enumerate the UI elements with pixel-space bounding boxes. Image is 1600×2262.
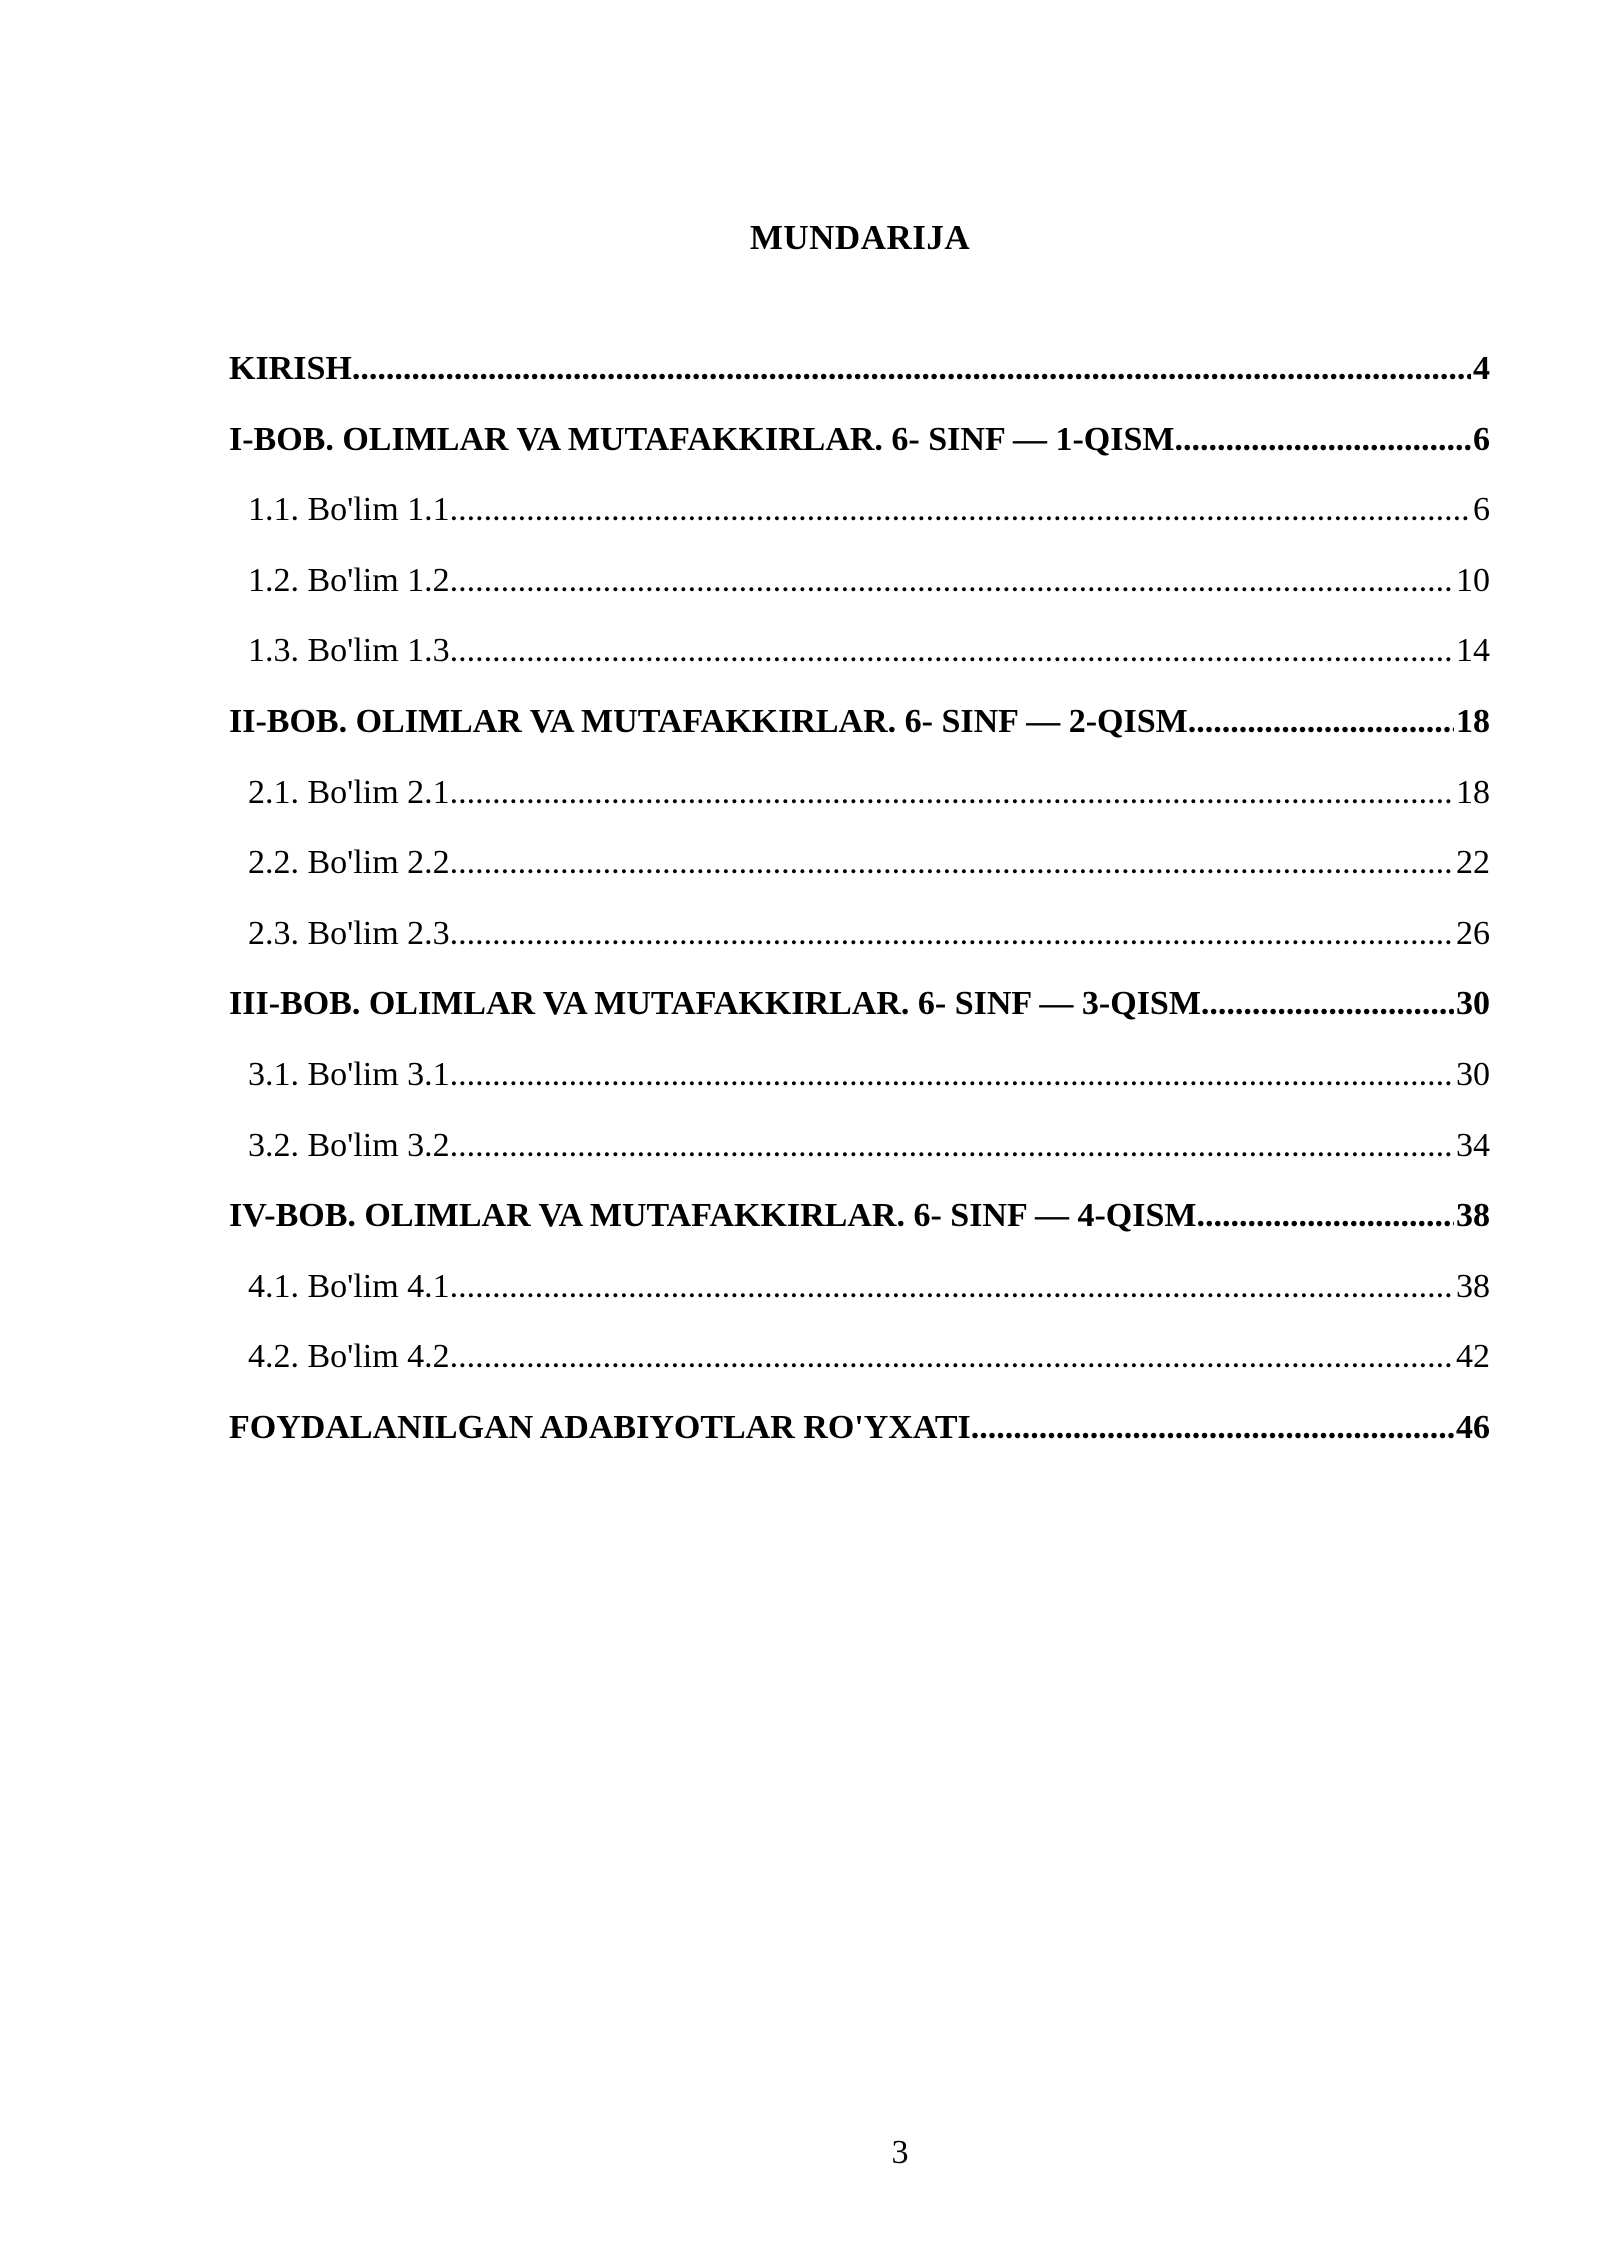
- toc-dot-leader: [450, 844, 1454, 882]
- toc-entry-label: 4.1. Bo'lim 4.1: [248, 1267, 450, 1305]
- toc-dot-leader: [1174, 421, 1471, 459]
- toc-entry-label: IV-BOB. OLIMLAR VA MUTAFAKKIRLAR. 6- SINF — 4-QISM: [229, 1197, 1197, 1235]
- toc-dot-leader: [352, 350, 1471, 388]
- toc-entry[interactable]: [229, 915, 1490, 986]
- page-number: 3: [891, 2134, 909, 2171]
- toc-entry-label: 4.2. Bo'lim 4.2: [248, 1338, 450, 1376]
- toc-dot-leader: [1188, 703, 1454, 741]
- toc-entry-label: 2.3. Bo'lim 2.3: [248, 914, 450, 952]
- toc-dot-leader: [1201, 985, 1454, 1023]
- toc-entry[interactable]: [229, 774, 1490, 845]
- toc-entry[interactable]: [229, 1338, 1490, 1409]
- toc-entry-label: 2.1. Bo'lim 2.1: [248, 773, 450, 811]
- toc-dot-leader: [971, 1409, 1454, 1447]
- toc-entry-label: 2.2. Bo'lim 2.2: [248, 844, 450, 882]
- toc-entry[interactable]: [229, 1197, 1490, 1268]
- toc-dot-leader: [450, 632, 1454, 670]
- toc-entry[interactable]: [229, 844, 1490, 915]
- toc-entry-page: 10: [1456, 561, 1490, 599]
- toc-entry[interactable]: [229, 703, 1490, 774]
- toc-entry[interactable]: [229, 350, 1490, 421]
- toc-entry-page: 30: [1456, 985, 1490, 1023]
- toc-entry-label: 1.1. Bo'lim 1.1: [248, 491, 450, 529]
- toc-entry-page: 6: [1473, 420, 1490, 458]
- toc-entry[interactable]: [229, 562, 1490, 633]
- toc-entry-label: II-BOB. OLIMLAR VA MUTAFAKKIRLAR. 6- SINF — 2-QISM: [229, 702, 1188, 740]
- toc-entry[interactable]: [229, 1409, 1490, 1480]
- toc-dot-leader: [1197, 1197, 1455, 1235]
- toc-entry-label: III-BOB. OLIMLAR VA MUTAFAKKIRLAR. 6- SINF — 3-QISM: [229, 985, 1201, 1023]
- toc-entry[interactable]: [229, 632, 1490, 703]
- toc-entry[interactable]: [229, 1268, 1490, 1339]
- toc-dot-leader: [450, 1127, 1454, 1165]
- toc-dot-leader: [450, 1338, 1454, 1376]
- toc-dot-leader: [450, 915, 1454, 953]
- page-title: MUNDARIJA: [749, 218, 971, 257]
- toc-entry-label: 3.1. Bo'lim 3.1: [248, 1055, 450, 1093]
- toc-entry-page: 34: [1456, 1126, 1490, 1164]
- toc-entry-page: 18: [1456, 773, 1490, 811]
- toc-entry-page: 38: [1456, 1197, 1490, 1235]
- toc-entry-page: 22: [1456, 844, 1490, 882]
- toc-entry-label: 1.2. Bo'lim 1.2: [248, 561, 450, 599]
- toc-dot-leader: [450, 1268, 1454, 1306]
- table-of-contents: [229, 350, 1490, 1480]
- toc-dot-leader: [450, 562, 1454, 600]
- toc-entry-page: 18: [1456, 702, 1490, 740]
- toc-entry[interactable]: [229, 1127, 1490, 1198]
- toc-entry-page: 42: [1456, 1338, 1490, 1376]
- toc-dot-leader: [450, 491, 1471, 529]
- toc-entry[interactable]: [229, 1056, 1490, 1127]
- toc-entry-label: 3.2. Bo'lim 3.2: [248, 1126, 450, 1164]
- toc-entry[interactable]: [229, 421, 1490, 492]
- toc-entry-page: 4: [1473, 350, 1490, 387]
- toc-entry-page: 14: [1456, 632, 1490, 670]
- toc-entry-page: 6: [1473, 491, 1490, 529]
- toc-entry-label: I-BOB. OLIMLAR VA MUTAFAKKIRLAR. 6- SINF — 1-QISM: [229, 420, 1175, 458]
- toc-entry-label: 1.3. Bo'lim 1.3: [248, 632, 450, 670]
- toc-entry-page: 30: [1456, 1055, 1490, 1093]
- toc-dot-leader: [450, 774, 1454, 812]
- toc-entry-label: KIRISH: [229, 350, 352, 387]
- toc-dot-leader: [450, 1056, 1454, 1094]
- toc-entry-page: 38: [1456, 1267, 1490, 1305]
- toc-entry[interactable]: [229, 985, 1490, 1056]
- toc-entry-label: FOYDALANILGAN ADABIYOTLAR RO'YXATI: [229, 1408, 971, 1446]
- toc-entry[interactable]: [229, 491, 1490, 562]
- toc-entry-page: 46: [1456, 1408, 1490, 1446]
- toc-entry-page: 26: [1456, 914, 1490, 952]
